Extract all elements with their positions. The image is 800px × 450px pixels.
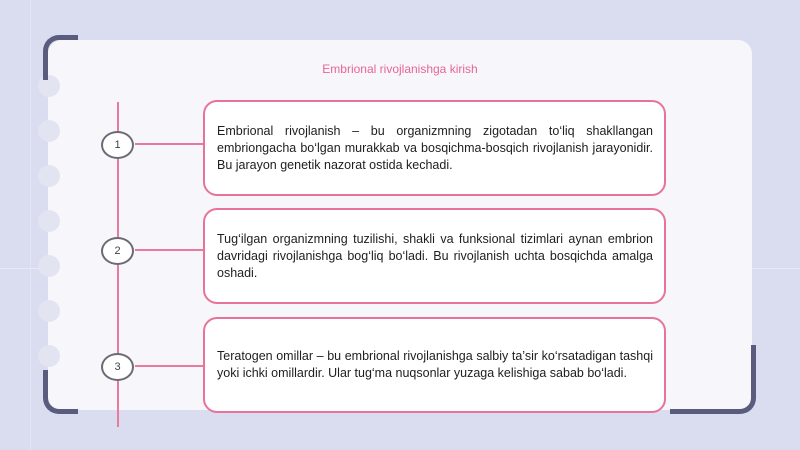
- step-number-badge: 2: [101, 237, 134, 265]
- notebook-hole: [38, 300, 60, 322]
- step-box-3: [203, 317, 666, 413]
- step-number-badge: 1: [101, 131, 134, 159]
- notebook-hole: [38, 345, 60, 367]
- slide-title: Embrional rivojlanishga kirish: [322, 62, 478, 76]
- step-text: Embrional rivojlanish – bu organizmning zigotadan to‘liq shakllangan embriongacha bo‘lgan murakkab va bosqichma-bosqich rivojlanish jarayonidir. Bu jarayon genetik nazorat ostida kechadi.: [217, 123, 653, 172]
- background-grid-line: [30, 0, 31, 450]
- notebook-hole: [38, 210, 60, 232]
- corner-bracket-bottom-left: [43, 370, 78, 414]
- notebook-hole: [38, 255, 60, 277]
- step-connector: [135, 143, 203, 145]
- notebook-hole: [38, 165, 60, 187]
- step-text: Teratogen omillar – bu embrional rivojlanishga salbiy ta’sir ko‘rsatadigan tashqi yoki ichki omillardir. Ular tug‘ma nuqsonlar yuzaga kelishiga sabab bo‘ladi.: [217, 349, 653, 380]
- step-number-badge: 3: [101, 353, 134, 381]
- step-connector: [135, 365, 203, 367]
- corner-bracket-bottom-right: [670, 345, 756, 414]
- step-text: Tug‘ilgan organizmning tuzilishi, shakli va funksional tizimlari aynan embrion davridagi rivojlanishga bog‘liq bo‘ladi. Bu rivojlanish uchta bosqichda amalga oshadi.: [217, 231, 653, 280]
- step-box-1: [203, 100, 666, 196]
- notebook-hole: [38, 120, 60, 142]
- step-connector: [135, 249, 203, 251]
- step-box-2: [203, 208, 666, 304]
